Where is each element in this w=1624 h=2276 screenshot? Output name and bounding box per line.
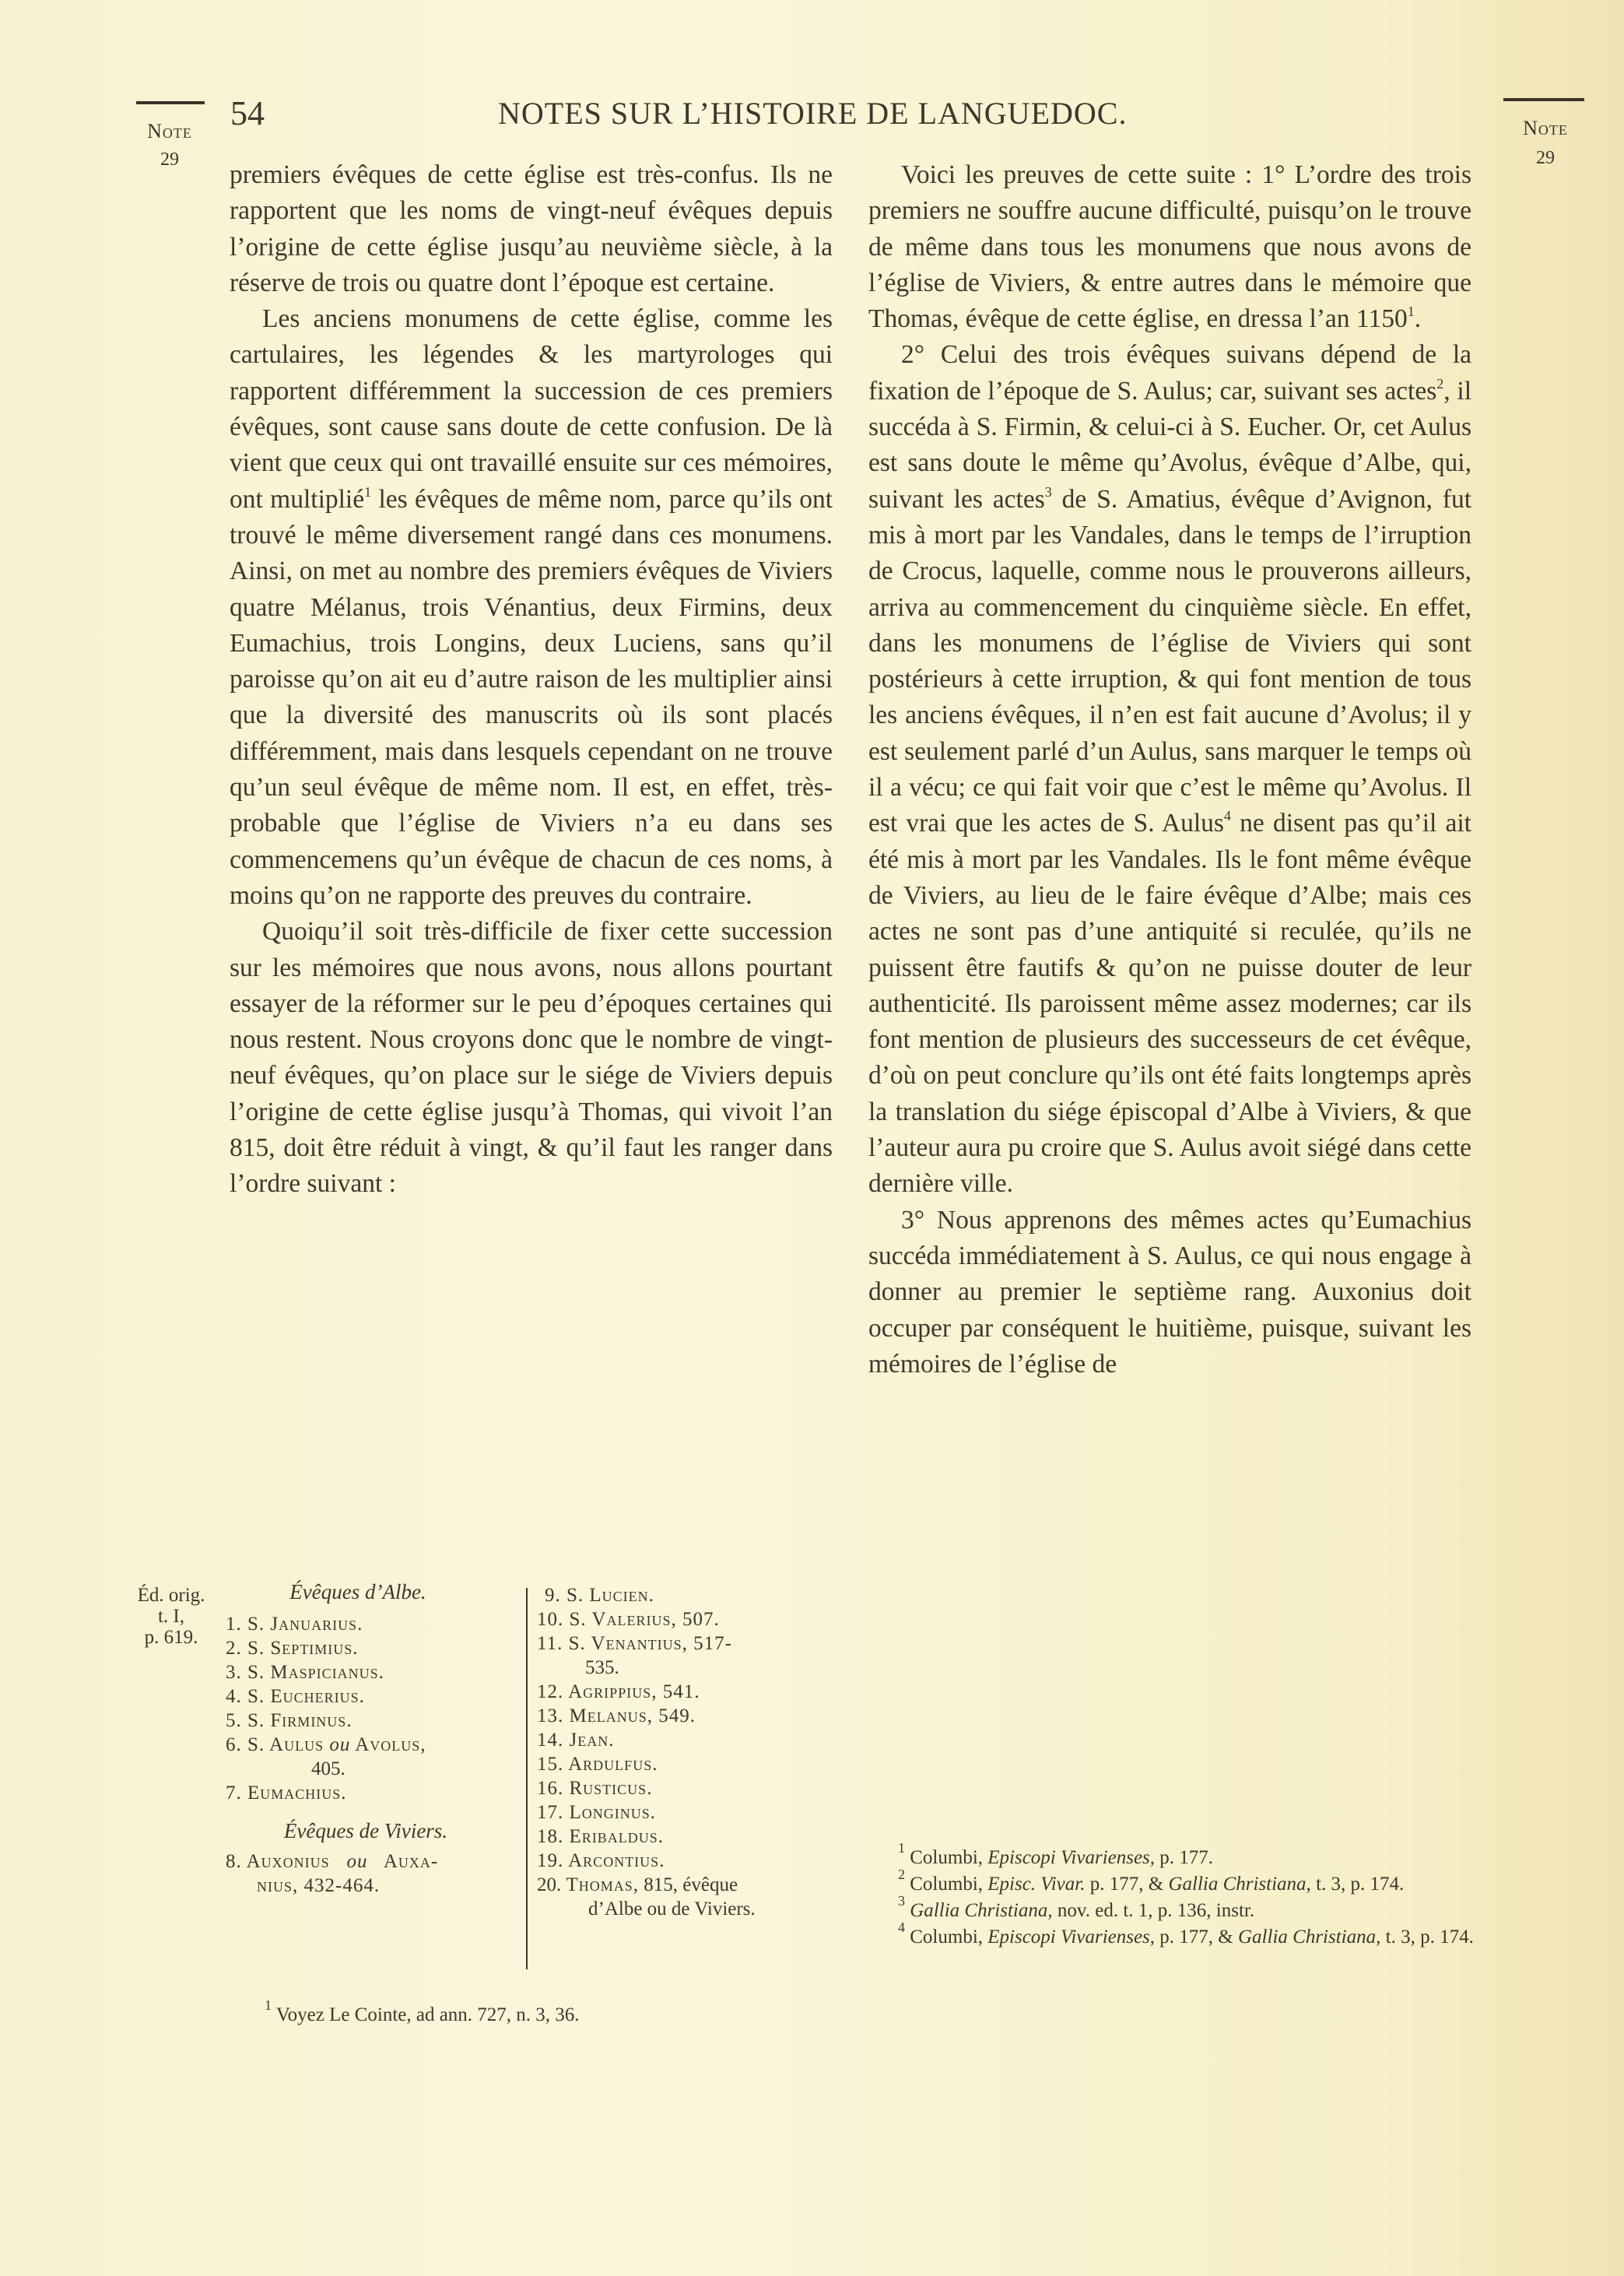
list-item-continuation: 535.: [585, 1657, 619, 1678]
list-item: 6. S. Aulus ou Avolus,: [226, 1734, 426, 1755]
list-item: 5. S. Firminus.: [226, 1710, 353, 1731]
heading-viviers: Évêques de Viviers.: [283, 1819, 448, 1842]
bishops-list-right: [537, 1583, 794, 1921]
list-item: 1. S. Januarius.: [226, 1614, 363, 1635]
running-title: NOTES SUR L’HISTOIRE DE LANGUEDOC.: [498, 96, 1128, 131]
footnote-ref: 3: [1044, 483, 1052, 500]
paragraph: 2° Celui des trois évêques suivans dépend de la fixation de l’époque de S. Aulus; car, suivant ses actes$^2$, il succéda à S. Firmin, & celui-ci à S. Eucher. Or, cet Aulus est sans doute le même qu’Avolus, évêque d’Albe, qui, suivant les actes$^3$ de S. Amatius, évêque d’Avignon, fut mis à mort par les Vandales, dans le temps de l’irruption de Crocus, laquelle, comme nous le prouverons ailleurs, arriva au commencement du cinquième siècle. En effet, dans les monumens de l’église de Viviers qui sont postérieurs à cette irruption, & qui font mention de tous les anciens évêques, il n’en est fait aucune d’Avolus; il y est seulement parlé d’un Aulus, sans marquer le temps où il a vécu; ce qui fait voir que c’est le même qu’Avolus. Il est vrai que les actes de S. Aulus$^4$ ne disent pas qu’il ait été mis à mort par les Vandales. Ils le font même évêque de Viviers, au lieu de le faire évêque d’Albe; mais ces actes ne sont pas d’une antiquité si reculée, qu’ils ne puissent être fautifs & qu’on ne puisse douter de leur authenticité. Ils paroissent même assez modernes; car ils font mention de plusieurs des successeurs de cet évêque, d’où on peut conclure qu’ils ont été faits longtemps après la translation du siége épiscopal d’Albe à Viviers, & que l’auteur aura pu croire que S. Aulus avoit siégé dans cette dernière ville.: [868, 340, 1472, 1199]
footnote-ref: 2: [1436, 375, 1444, 392]
paragraph: Quoiqu’il soit très-difficile de fixer cette succession sur les mémoires que nous avons, nous allons pourtant essayer de la réformer sur le peu d’époques certaines qui nous restent. Nous croyons donc que le nombre de vingt-neuf évêques, qu’on place sur le siége de Viviers depuis l’origine de cette église jusqu’à Thomas, qui vivoit l’an 815, doit être réduit à vingt, & qu’il faut les ranger dans l’ordre suivant :: [230, 917, 833, 1199]
list-divider: [526, 1588, 528, 1969]
list-item: 9. S. Lucien.: [545, 1585, 654, 1606]
right-column: [868, 157, 1471, 1382]
list-item: 4. S. Eucherius.: [226, 1686, 365, 1707]
list-item: 10. S. Valerius, 507.: [537, 1609, 720, 1630]
list-item: 19. Arcontius.: [537, 1850, 665, 1871]
list-item: 14. Jean.: [537, 1730, 615, 1751]
list-item: 3. S. Maspicianus.: [226, 1662, 384, 1683]
footnotes-left: [233, 1997, 825, 2028]
list-item: 20. Thomas, 815, évêque: [537, 1874, 738, 1895]
list-item: 12. Agrippius, 541.: [537, 1681, 700, 1702]
list-item: 15. Ardulfus.: [537, 1754, 658, 1775]
list-item: 8. Auxonius ou Auxa-: [226, 1851, 439, 1872]
footnote-ref: 1: [364, 483, 372, 500]
list-item: 17. Longinus.: [537, 1802, 657, 1823]
margin-edition-reference: Éd. orig. t. I, p. 619.: [137, 1585, 205, 1648]
footnote: $^1$ Voyez Le Cointe, ad ann. 727, n. 3, 36.: [265, 1997, 580, 2025]
list-item: 16. Rusticus.: [537, 1778, 653, 1799]
list-item-continuation: nius, 432-464.: [257, 1875, 381, 1896]
list-item-continuation: d’Albe ou de Viviers.: [588, 1898, 756, 1919]
list-item: 7. Eumachius.: [226, 1783, 347, 1804]
footnote-ref: 4: [1223, 808, 1231, 824]
bishops-list-left: [226, 1580, 521, 1898]
footnote: $^2$ Columbi, Episc. Vivar. p. 177, & Gallia Christiana, t. 3, p. 174.: [898, 1867, 1405, 1895]
footnote: $^1$ Columbi, Episcopi Vivarienses, p. 177.: [898, 1840, 1214, 1868]
margin-note-label-right: Note: [1523, 117, 1568, 139]
margin-note-number-left: 29: [160, 149, 179, 170]
paragraph: Les anciens monumens de cette église, comme les cartulaires, les légendes & les martyrologes qui rapportent différemment la succession de ces premiers évêques, sont cause sans doute de cette confusion. De là vient que ceux qui ont travaillé ensuite sur ces mémoires, ont multiplié$^1$ les évêques de même nom, parce qu’ils ont trouvé le même diversement rangé dans ces monumens. Ainsi, on met au nombre des premiers évêques de Viviers quatre Mélanus, trois Vénantius, deux Firmins, deux Eumachius, trois Longins, deux Luciens, sans qu’il paroisse qu’on ait eu d’autre raison de les multiplier ainsi que la diversité des manuscrits où ils sont placés différemment, mais dans lesquels cependant on ne trouve qu’un seul évêque de même nom. Il est, en effet, très-probable que l’église de Viviers n’a eu dans ses commencemens qu’un évêque de chacun de ces noms, à moins qu’on ne rapporte des preuves du contraire.: [230, 304, 833, 910]
margin-rule-right: [1503, 98, 1584, 101]
heading-albe: Évêques d’Albe.: [289, 1580, 426, 1603]
paragraph: premiers évêques de cette église est très-confus. Ils ne rapportent que les noms de vingt-neuf évêques depuis l’origine de cette église jusqu’au neuvième siècle, à la réserve de trois ou quatre dont l’époque est certaine.: [230, 160, 833, 297]
margin-note-number-right: 29: [1536, 148, 1555, 168]
page-number: 54: [230, 94, 265, 132]
margin-note-label-left: Note: [147, 120, 192, 142]
list-item: 13. Melanus, 549.: [537, 1705, 696, 1726]
list-item: 11. S. Venantius, 517-: [537, 1633, 732, 1654]
list-item-continuation: 405.: [311, 1758, 345, 1779]
paragraph: 3° Nous apprenons des mêmes actes qu’Eumachius succéda immédiatement à S. Aulus, ce qui nous engage à donner au premier le septième rang. Auxonius doit occuper par conséquent le huitième, puisque, suivant les mémoires de l’église de: [868, 1205, 1471, 1379]
paragraph: Voici les preuves de cette suite : 1° L’ordre des trois premiers ne souffre aucune difficulté, puisqu’on le trouve de même dans tous les monumens que nous avons de l’église de Viviers, & entre autres dans le mémoire que Thomas, évêque de cette église, en dressa l’an 1150$^1$.: [868, 160, 1471, 334]
footnote: $^3$ Gallia Christiana, nov. ed. t. 1, p. 136, instr.: [898, 1893, 1255, 1921]
footnote: $^4$ Columbi, Episcopi Vivarienses, p. 177, & Gallia Christiana, t. 3, p. 174.: [898, 1919, 1474, 1948]
footnote-ref: 1: [1407, 304, 1415, 320]
list-item: 18. Eribaldus.: [537, 1826, 665, 1847]
margin-rule-left: [136, 101, 205, 104]
footnotes-right: [867, 1840, 1474, 1951]
left-column: [230, 157, 833, 1203]
list-item: 2. S. Septimius.: [226, 1638, 359, 1659]
